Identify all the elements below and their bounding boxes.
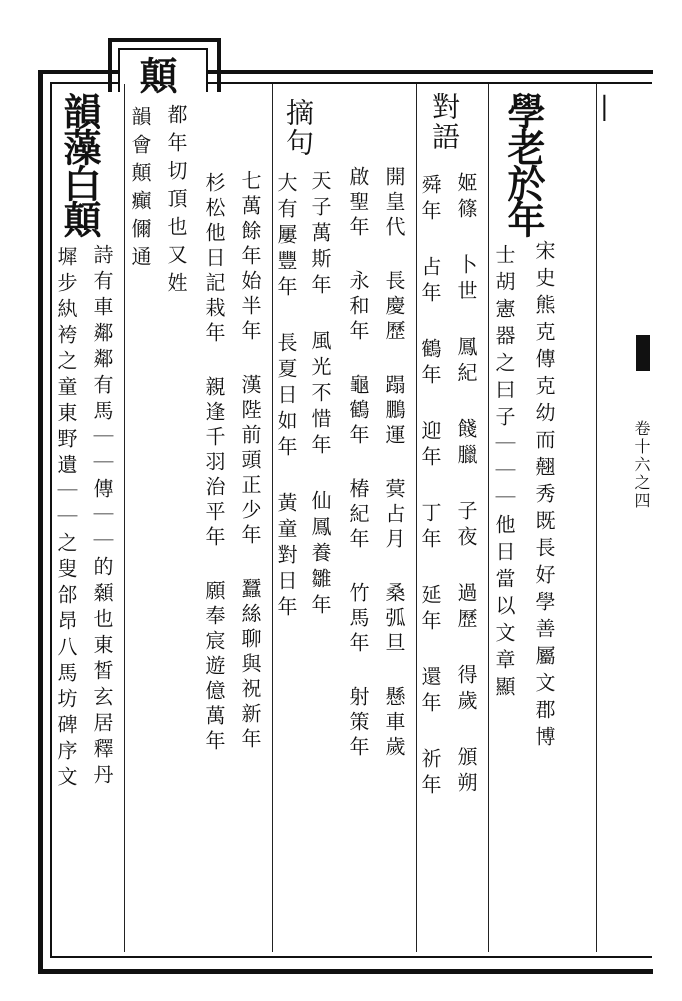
text-line: 墀步紈袴之童東野遺｜｜之叟郃昂八馬坊碑序文 — [54, 246, 78, 792]
text-line: 詩有車鄰鄰有馬｜｜傳｜｜的顙也東皙玄居釋丹 — [90, 244, 114, 790]
section-heading: 摘句 — [282, 98, 315, 158]
text-line: 士胡憲器之曰子｜｜｜他日當以文章顯 — [492, 244, 516, 703]
column-divider — [416, 84, 417, 952]
column-divider — [596, 84, 597, 952]
text-line: 天子萬斯年 風光不惜年 仙鳳養雛年 — [308, 170, 332, 620]
text-line: 舜年 占年 鶴年 迎年 丁年 延年 還年 祈年 — [418, 174, 442, 800]
text-line: 韻會顛癲儞通 — [128, 106, 152, 274]
column-divider — [272, 84, 273, 952]
text-line: 啟聖年 永和年 龜鶴年 椿紀年 竹馬年 射策年 — [346, 166, 370, 761]
text-line: 七萬餘年始半年 漢陛前頭正少年 蠶絲聊與祝新年 — [238, 170, 262, 753]
text-line: 都年切頂也又姓 — [164, 104, 188, 300]
column-divider — [488, 84, 489, 952]
entry-heading: 學老於年 — [501, 92, 546, 236]
text-line: 宋史熊克傳克幼而翹秀既長好學善屬文郡博 — [532, 240, 556, 753]
column-divider — [124, 84, 125, 952]
text-line: 姬篠 卜世 鳳紀 餞臘 子夜 過歷 得歲 頒朔 — [454, 172, 478, 798]
entry-heading: 韻藻白顛 — [57, 92, 102, 236]
section-heading: 對語 — [428, 92, 461, 152]
entry-heading: 顛 — [133, 56, 178, 92]
page-number: | — [600, 92, 609, 122]
volume-mark: 卷十六之四 — [632, 420, 651, 510]
margin-fish-tail-mark — [636, 335, 650, 371]
text-line: 大有屢豐年 長夏日如年 黃童對日年 — [274, 172, 298, 622]
text-line: 杉松他日記栽年 親逢千羽治平年 願奉宸遊億萬年 — [202, 172, 226, 755]
text-line: 開皇代 長慶歷 蹋鵬運 蓂占月 桑弧旦 懸車歲 — [382, 166, 406, 761]
